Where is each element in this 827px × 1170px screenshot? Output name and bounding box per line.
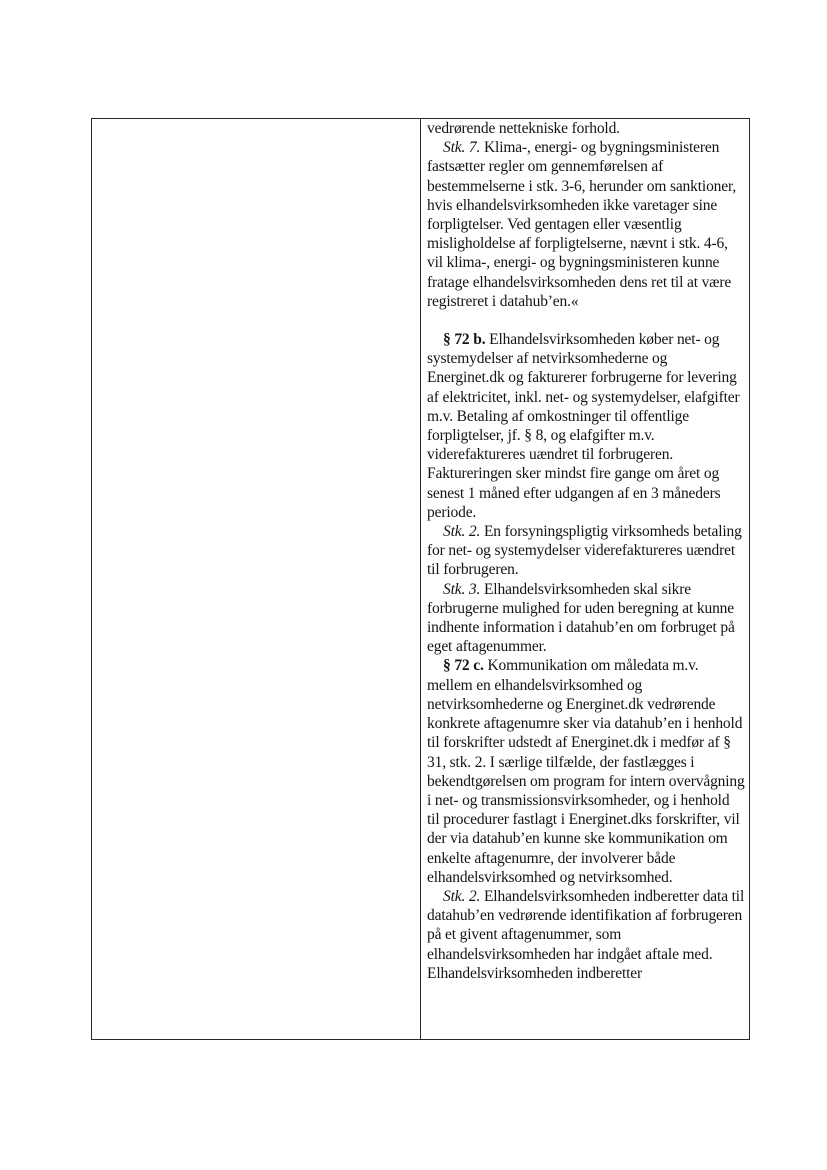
section-72b-stk3: [427, 580, 745, 657]
paragraph-text: Klima-, energi- og bygningsministeren fastsætter regler om gennemførelsen af bestemmelserne i stk. 3-6, herunder om sanktioner, hvis elhandelsvirksomheden ikke varetager sine forpligtelser. Ved gentagen eller væsentlig misligholdelse af forpligtelserne, nævnt i stk. 4-6, vil klima-, energi- og bygningsministeren kunne fratage elhandelsvirksomheden dens ret til at være registreret i datahub’en.«: [427, 139, 737, 310]
paragraph-gap: [427, 311, 745, 330]
section-72b-stk2: [427, 522, 745, 580]
stk-label: Stk. 2.: [443, 887, 481, 905]
section-label: § 72 b.: [443, 331, 486, 349]
left-column-cell: [92, 119, 420, 1039]
stk-label: Stk. 3.: [443, 580, 481, 598]
law-comparison-table: [91, 118, 750, 1040]
paragraph-text: Elhandelsvirksomheden indberetter data til datahub’en vedrørende identifikation af forbrugeren på et givent aftagenummer, som elhandelsvirksomheden har indgået aftale med. Elhandelsvirksomheden indberetter: [427, 887, 745, 982]
right-column-cell: [427, 119, 745, 983]
stk-label: Stk. 2.: [443, 523, 481, 541]
paragraph-text: Kommunikation om måledata m.v. mellem en elhandelsvirksomhed og netvirksomhederne og Energinet.dk vedrørende konkrete aftagenumre sker via datahub’en i henhold til forskrifter udstedt af Energinet.dk i medfør af § 31, stk. 2. I særlige tilfælde, der fastlægges i bekendtgørelsen om program for intern overvågning i net- og transmissionsvirksomheder, og i henhold til procedurer fastlagt i Energinet.dks forskrifter, vil der via datahub’en kunne ske kommunikation om enkelte aftagenumre, der involverer både elhandelsvirksomhed og netvirksomhed.: [427, 657, 745, 886]
stk-label: Stk. 7.: [443, 139, 481, 157]
section-72c-stk2: [427, 887, 745, 983]
paragraph-text: En forsyningspligtig virksomheds betaling for net- og systemydelser viderefaktureres uændret til forbrugeren.: [427, 523, 742, 579]
paragraph-text: Elhandelsvirksomheden køber net- og systemydelser af netvirksomhederne og Energinet.dk og fakturerer forbrugerne for levering af elektricitet, inkl. net- og systemydelser, elafgifter m.v. Betaling af omkostninger til offentlige forpligtelser, jf. § 8, og elafgifter m.v. viderefaktureres uændret til forbrugeren. Faktureringen sker mindst fire gange om året og senest 1 måned efter udgangen af en 3 måneders periode.: [427, 331, 740, 521]
section-label: § 72 c.: [443, 657, 484, 675]
paragraph-stk7: [427, 138, 745, 311]
section-72c: [427, 656, 745, 886]
column-divider: [420, 119, 421, 1039]
continuation-text: vedrørende nettekniske forhold.: [427, 120, 620, 137]
section-72b: [427, 330, 745, 522]
paragraph-text: Elhandelsvirksomheden skal sikre forbrugerne mulighed for uden beregning at kunne indhente information i datahub’en om forbruget på eget aftagenummer.: [427, 580, 735, 656]
